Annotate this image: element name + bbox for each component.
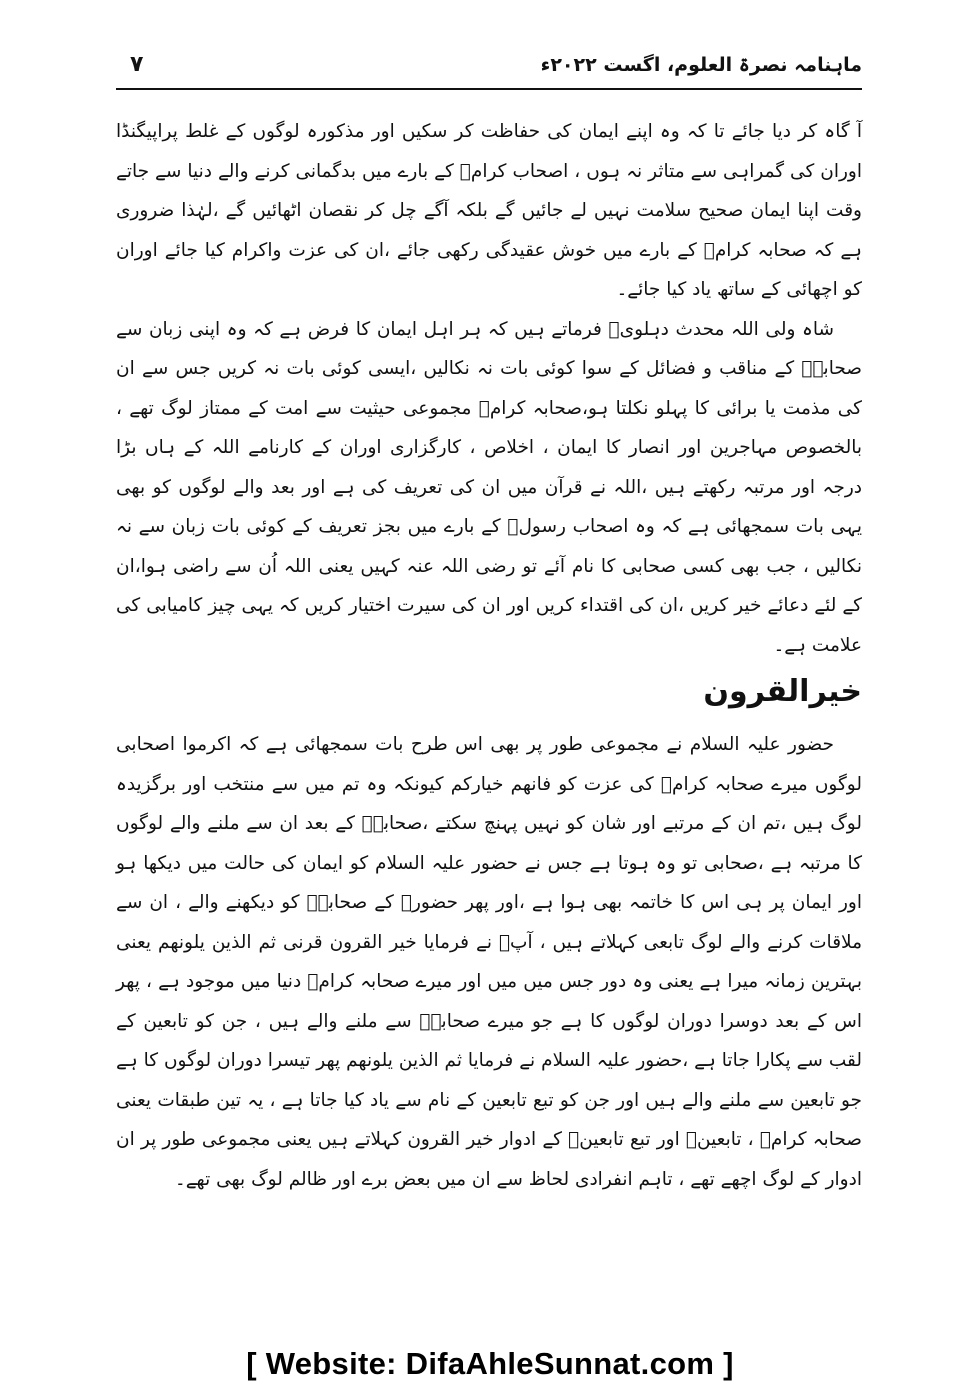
section-paragraph: حضور علیہ السلام نے مجموعی طور پر بھی اس طرح بات سمجھائی ہے کہ اکرموا اصحابی لوگوں میرے صحابہ کرامؓ کی عزت کو فانھم خیارکم کیونکہ وہ تم میں سے منتخب اور برگزیدہ لوگ ہیں ،تم ان کے مرتبے اور شان کو نہیں پہنچ سکتے ،صحابہؓ کے بعد ان سے ملنے والے لوگوں کا مرتبہ ہے ،صحابی تو وہ ہوتا ہے جس نے حضور علیہ السلام کو ایمان کی حالت میں دیکھا ہو اور ایمان پر ہی اس کا خاتمہ بھی ہوا ہے ،اور پھر حضورؐ کے صحابہؓ کو دیکھنے والے ، ان سے ملاقات کرنے والے لوگ تابعی کہلاتے ہیں ، آپؐ نے فرمایا خیر القرون قرنی ثم الذین یلونھم یعنی بہترین زمانہ میرا ہے یعنی وہ دور جس میں میں اور میرے صحابہ کرامؓ دنیا میں موجود ہے ، پھر اس کے بعد دوسرا دوران لوگوں کا ہے جو میرے صحابہؓ سے ملنے والے ہیں ، جن کو تابعین کے لقب سے پکارا جاتا ہے ،حضور علیہ السلام نے فرمایا ثم الذین یلونھم پھر تیسرا دوران لوگوں کا ہے جو تابعین سے ملنے والے ہیں اور جن کو تبع تابعین کے نام سے یاد کیا جاتا ہے ، یہ تین طبقات یعنی صحابہ کرامؓ ، تابعینؒ اور تبع تابعینؒ کے ادوار خیر القرون کہلاتے ہیں یعنی مجموعی طور پر ان ادوار کے لوگ اچھے تھے ، تاہم انفرادی لحاظ سے ان میں بعض برے اور ظالم لوگ بھی تھے۔ — [116, 734, 863, 1190]
website-footer: [ Website: DifaAhleSunnat.com ] — [246, 1346, 734, 1381]
magazine-title: ماہنامہ نصرۃ العلوم، اگست ۲۰۲۲ء — [540, 54, 862, 76]
page-header — [116, 52, 862, 86]
header-divider — [116, 88, 862, 90]
paragraph-1: آ گاہ کر دیا جائے تا کہ وہ اپنے ایمان کی حفاظت کر سکیں اور مذکورہ لوگوں کے غلط پراپیگنڈا اوران کی گمراہی سے متاثر نہ ہوں ، اصحاب کرامؓ کے بارے میں بدگمانی کرنے والے دنیا سے جاتے وقت اپنا ایمان صحیح سلامت نہیں لے جائیں گے بلکہ آگے چل کر نقصان اٹھائیں گے ،لہٰذا ضروری ہے کہ صحابہ کرامؓ کے بارے میں خوش عقیدگی رکھی جائے ،ان کی عزت واکرام کیا جائے اوران کو اچھائی کے ساتھ یاد کیا جائے۔ — [116, 121, 862, 300]
section-heading: خیرالقرون — [703, 674, 862, 709]
page-number: ۷ — [130, 52, 144, 77]
article-body — [116, 112, 862, 1199]
paragraph-2: شاہ ولی اللہ محدث دہلویؒ فرماتے ہیں کہ ہر اہل ایمان کا فرض ہے کہ وہ اپنی زبان سے صحابہؓ کے مناقب و فضائل کے سوا کوئی بات نہ نکالیں ،ایسی کوئی بات نہ کریں جس سے ان کی مذمت یا برائی کا پہلو نکلتا ہو،صحابہ کرامؓ مجموعی حیثیت سے امت کے ممتاز لوگ تھے ، بالخصوص مہاجرین اور انصار کا ایمان ، اخلاص ، کارگزاری اوران کے کارنامے اللہ کے ہاں بڑا درجہ اور مرتبہ رکھتے ہیں ،اللہ نے قرآن میں ان کی تعریف کی ہے اور بعد والے لوگوں کو بھی یہی بات سمجھائی ہے کہ وہ اصحاب رسولؐ کے بارے میں بجز تعریف کے کوئی بات زبان سے نہ نکالیں ، جب بھی کسی صحابی کا نام آئے تو رضی اللہ عنہ کہیں یعنی اللہ اُن سے راضی ہوا،ان کے لئے دعائے خیر کریں ،ان کی اقتداء کریں اور ان کی سیرت اختیار کریں کہ یہی چیز کامیابی کی علامت ہے۔ — [116, 318, 862, 656]
